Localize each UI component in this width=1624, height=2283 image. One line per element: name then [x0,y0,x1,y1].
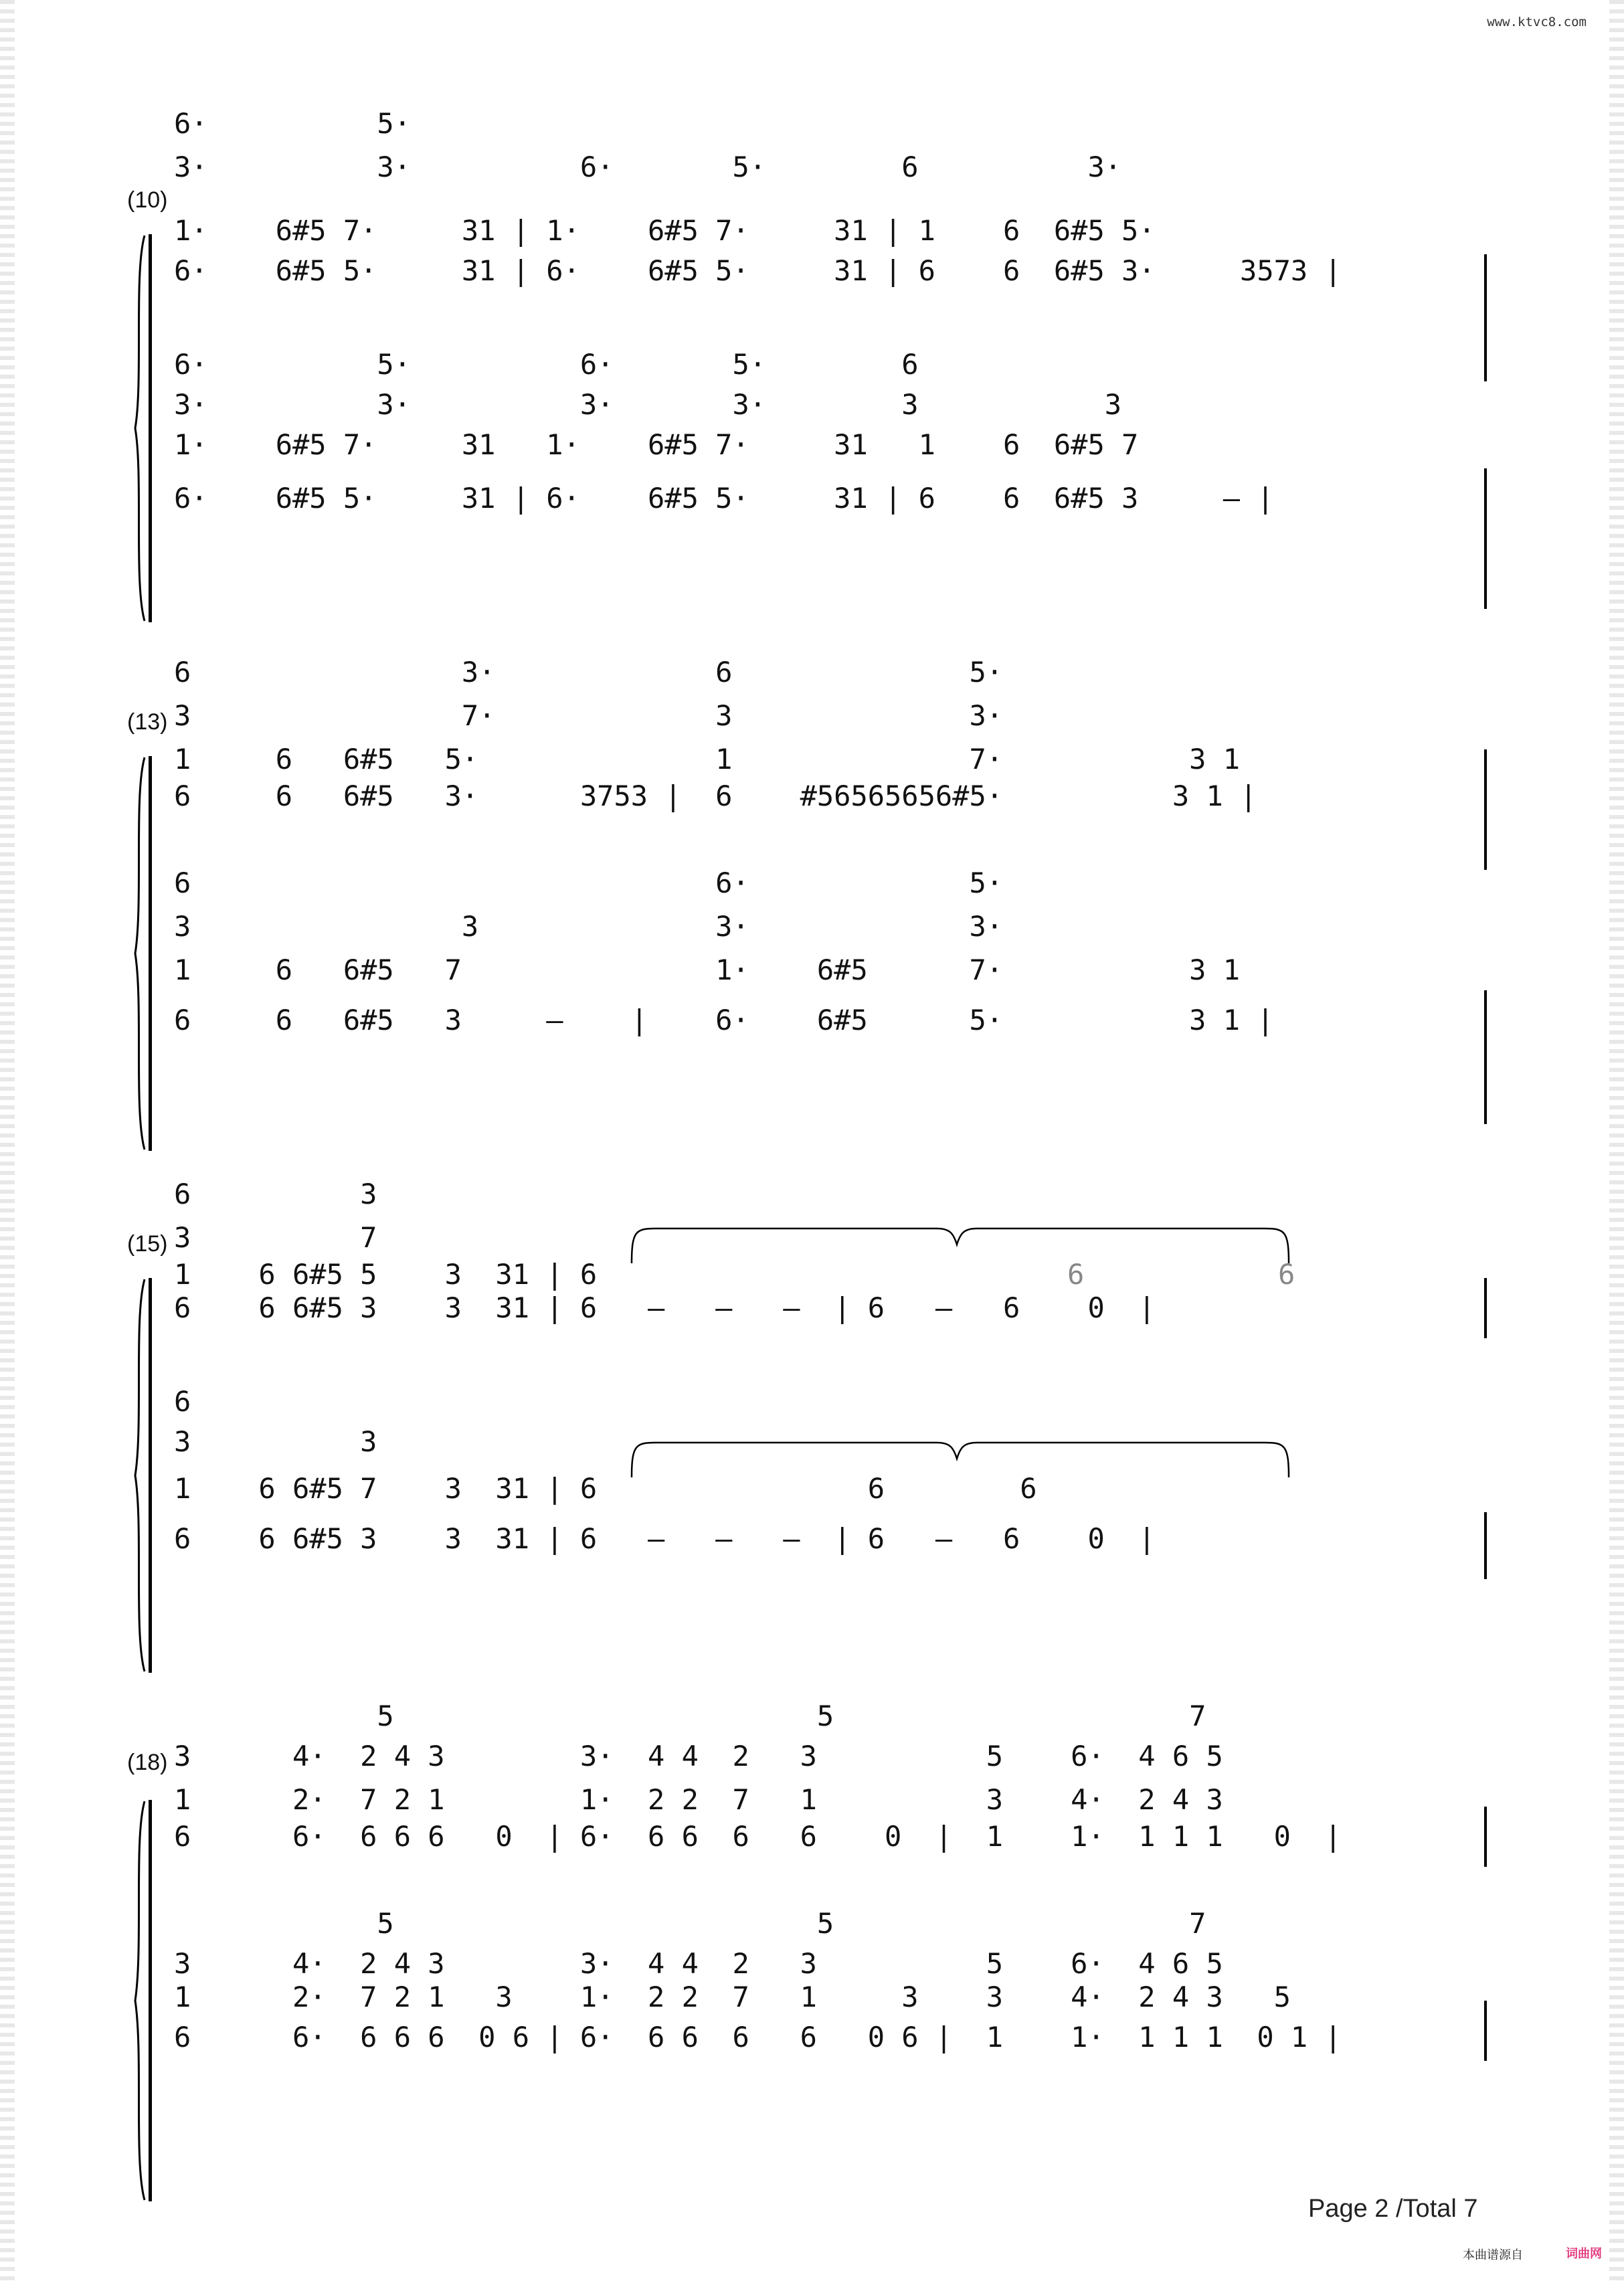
watermark-brand-link[interactable]: 词曲网 [1566,2247,1602,2260]
upper-line-3: 1· 6#5 7· 31 | 1· 6#5 7· 31 | 1 6 6#5 5· [174,214,1156,247]
brace-icon [132,756,147,1151]
end-barline-lower [1484,468,1487,609]
watermark-text: 本曲谱源自 [1463,2248,1523,2262]
upper-line-3: 1 2· 7 2 1 1· 2 2 7 1 3 4· 2 4 3 [174,1783,1223,1816]
end-barline-lower [1484,2001,1487,2061]
lower-line-1: 5 5 7 [174,1907,1206,1940]
system-start-barline [149,756,152,1151]
upper-line-3: 1 6 6#5 5 3 31 | 6 [174,1258,598,1291]
upper-line-4: 6 6 6#5 3 3 31 | 6 – – – | 6 – 6 0 | [174,1291,1156,1324]
upper-line-4: 6 6 6#5 3· 3753 | 6 #56565656#5· 3 1 | [174,780,1257,812]
lower-line-1: 6 [174,1385,191,1418]
end-barline-lower [1484,990,1487,1124]
brace-icon [132,1800,147,2201]
upper-line-2: 3 4· 2 4 3 3· 4 4 2 3 5 6· 4 6 5 [174,1740,1223,1772]
end-barline-upper [1484,1807,1487,1867]
lower-line-2: 3 4· 2 4 3 3· 4 4 2 3 5 6· 4 6 5 [174,1947,1223,1980]
page-number: Page 2 /Total 7 [1308,2195,1478,2223]
upper-line-2: 3 7· 3 3· [174,699,1004,732]
lower-line-3: 1 6 6#5 7 1· 6#5 7· 3 1 [174,953,1241,986]
brace-icon [132,234,147,622]
end-barline-upper [1484,749,1487,870]
system-start-barline [149,234,152,622]
lower-line-2: 3 3 3· 3· [174,910,1004,943]
lower-line-2: 3 3 [174,1425,377,1458]
measure-number: (10) [127,187,168,213]
upper-line-4: 6 6· 6 6 6 0 | 6· 6 6 6 6 0 | 1 1· 1 1 1 0 | [174,1820,1342,1853]
system-start-barline [149,1278,152,1673]
lower-line-1: 6 6· 5· [174,866,1004,899]
upper-line-1: 6· 5· [174,107,412,140]
ghost-note: 6 [1067,1258,1085,1291]
end-barline-upper [1484,254,1487,381]
upper-line-1: 6 3· 6 5· [174,656,1004,689]
lower-line-4: 6 6 6#5 3 – | 6· 6#5 5· 3 1 | [174,1004,1274,1036]
lower-line-3: 1 2· 7 2 1 3 1· 2 2 7 1 3 3 4· 2 4 3 5 [174,1981,1291,2013]
right-page-edge [1609,0,1624,2283]
lower-line-4: 6· 6#5 5· 31 | 6· 6#5 5· 31 | 6 6 6#5 3 – | [174,482,1274,515]
lower-line-2: 3· 3· 3· 3· 3 3 [174,388,1122,421]
upper-line-2: 3· 3· 6· 5· 6 3· [174,151,1122,183]
upper-line-1: 5 5 7 [174,1700,1206,1732]
lower-line-4: 6 6· 6 6 6 0 6 | 6· 6 6 6 6 0 6 | 1 1· 1 1 1 0 1 | [174,2021,1342,2053]
end-barline-lower [1484,1512,1487,1579]
upper-line-4: 6· 6#5 5· 31 | 6· 6#5 5· 31 | 6 6 6#5 3· 3573 | [174,254,1342,287]
site-url[interactable]: www.ktvc8.com [1487,15,1587,29]
upper-line-1: 6 3 [174,1178,377,1210]
lower-line-4: 6 6 6#5 3 3 31 | 6 – – – | 6 – 6 0 | [174,1522,1156,1555]
brace-icon [132,1278,147,1673]
end-barline-upper [1484,1278,1487,1338]
lower-line-3: 1· 6#5 7· 31 1· 6#5 7· 31 1 6 6#5 7 [174,428,1139,461]
measure-number: (18) [127,1750,168,1775]
upper-line-3: 1 6 6#5 5· 1 7· 3 1 [174,743,1241,775]
measure-number: (13) [127,709,168,735]
measure-number: (15) [127,1231,168,1257]
upper-line-2: 3 7 [174,1221,377,1254]
ghost-note: 6 [1278,1258,1295,1291]
lower-line-3: 1 6 6#5 7 3 31 | 6 6 6 [174,1472,1037,1505]
system-start-barline [149,1800,152,2201]
tie-arc-upper-icon [629,1224,1291,1265]
left-page-edge [0,0,15,2283]
lower-line-1: 6· 5· 6· 5· 6 [174,348,919,381]
